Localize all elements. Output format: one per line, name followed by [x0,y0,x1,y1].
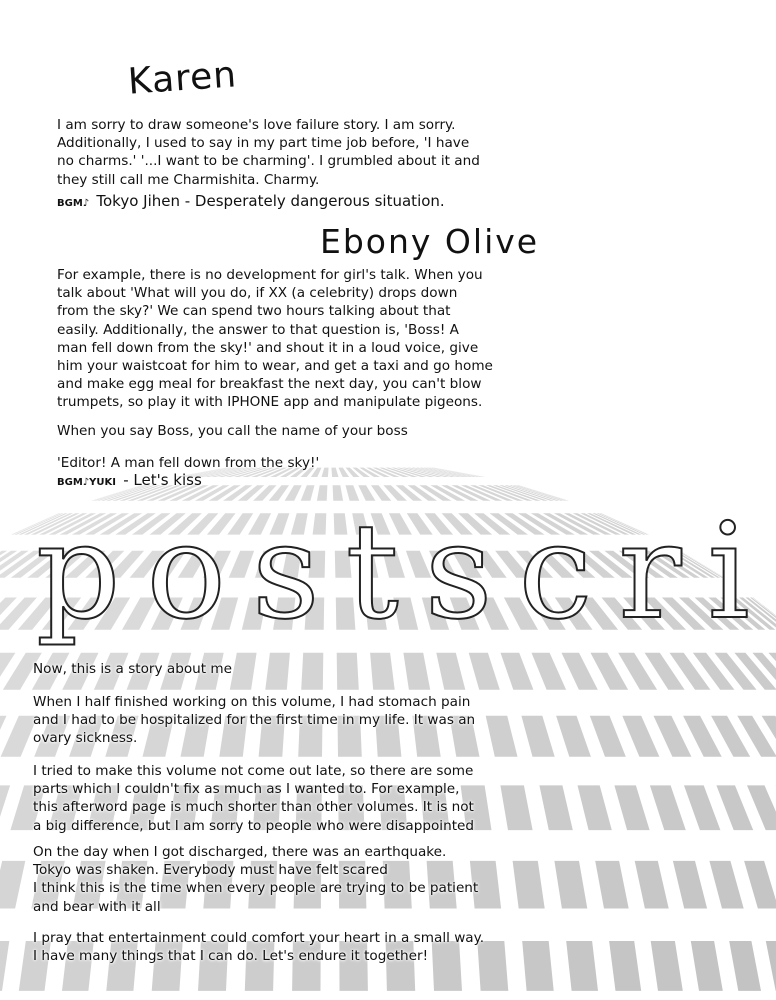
text-line: talk about 'What will you do, if XX (a celebrity) drops down [57,285,458,302]
bgm-tag: BGM♪ [57,198,90,209]
text-line: easily. Additionally, the answer to that question is, 'Boss! A [57,321,459,338]
disco-tile [614,785,649,830]
disco-tile [337,653,359,690]
disco-tile [0,941,9,991]
postscript-heading: postscri [36,495,776,649]
text-line: ovary sickness. [33,730,138,747]
disco-tile [539,785,572,830]
disco-tile [673,861,707,909]
disco-tile [403,653,430,690]
disco-tile [729,941,761,991]
author-name-karen: Karen [126,54,239,103]
disco-tile [709,861,743,909]
disco-tile [486,716,518,757]
disco-tile [0,785,10,830]
text-line: they still call me Charmishita. Charmy. [57,171,320,188]
disco-tile [716,785,753,830]
disco-tile [500,785,532,830]
disco-tile [766,941,776,991]
text-line: Tokyo was shaken. Everybody must have felt scared [33,862,388,879]
ebony-message [57,266,493,412]
text-line: parts which I couldn't fix as much as I wanted to. For example, [33,781,460,798]
text-line: On the day when I got discharged, there was an earthquake. [33,844,447,860]
text-line: I pray that entertainment could comfort your heart in a small way. [33,930,485,946]
text-line: I have many things that I can do. Let's endure it together! [33,948,429,965]
text-line: For example, there is no development for girl's talk. When you [57,267,483,283]
disco-tile [265,653,290,690]
disco-tile [370,653,395,690]
text-line: When I half finished working on this volume, I had stomach pain [33,694,471,710]
afterword-paragraph [33,693,475,748]
disco-tile [554,861,587,909]
text-line: and make egg meal for breakfast the next day, you can't blow [57,376,482,393]
disco-tile [744,861,776,909]
disco-tile [532,653,567,690]
disco-tile [566,941,598,991]
disco-tile [469,653,500,690]
karen-message [57,116,480,189]
disco-tile [595,861,629,909]
text-line: and I had to be hospitalized for the first time in my life. It was an [33,712,476,729]
boss-note: When you say Boss, you call the name of your boss [57,423,408,439]
afterword-paragraph [33,843,478,916]
disco-tile [230,653,257,690]
text-line: and bear with it all [33,898,161,915]
text-line: I tried to make this volume not come out late, so there are some [33,763,474,779]
disco-tile [651,941,683,991]
bgm-song: Tokyo Jihen - Desperately dangerous situation. [96,192,445,210]
bgm-song: - Let's kiss [123,471,202,489]
disco-tile [654,716,692,757]
disco-tile [747,785,776,830]
text-line: trumpets, so play it with IPHONE app and manipulate pigeons. [57,394,483,411]
text-line: Additionally, I used to say in my part time job before, 'I have [57,135,470,152]
text-line: man fell down from the sky!' and shout it in a loud voice, give [57,339,479,356]
bgm-tag: BGM♪YUKI [57,477,116,488]
disco-tile [650,785,686,830]
text-line: a big difference, but I am sorry to people who were disappointed [33,817,475,834]
text-line: him your waistcoat for him to wear, and get a taxi and go home [57,358,493,375]
karen-bgm [57,192,445,210]
disco-tile [521,716,554,757]
text-line: no charms.' '...I want to be charming'. I grumbled about it and [57,153,480,170]
disco-tile [556,716,591,757]
disco-tile [684,785,720,830]
author-name-ebony-olive: Ebony Olive [320,222,540,261]
afterword-paragraph [33,762,474,835]
afterword-paragraph [33,929,484,965]
text-line: this afterword page is much shorter than other volumes. It is not [33,799,474,816]
disco-tile [522,941,554,991]
ebony-bgm [57,471,202,489]
text-line: from the sky?' We can spend two hours talking about that [57,303,451,320]
disco-tile [0,861,25,909]
editor-quote: 'Editor! A man fell down from the sky!' [57,455,320,471]
text-line: I think this is the time when every people are trying to be patient [33,880,479,897]
disco-tile [691,941,723,991]
disco-tile [322,468,329,477]
disco-tile [501,653,534,690]
text-line: I am sorry to draw someone's love failure story. I am sorry. [57,117,456,133]
disco-tile [331,468,338,477]
disco-tile [609,941,641,991]
disco-tile [301,653,323,690]
disco-tile [590,716,626,757]
disco-tile [436,653,465,690]
disco-tile [578,785,612,830]
afterword-intro: Now, this is a story about me [33,661,233,677]
disco-tile [562,653,598,690]
disco-tile [513,861,545,909]
disco-tile [622,716,659,757]
disco-tile [635,861,669,909]
